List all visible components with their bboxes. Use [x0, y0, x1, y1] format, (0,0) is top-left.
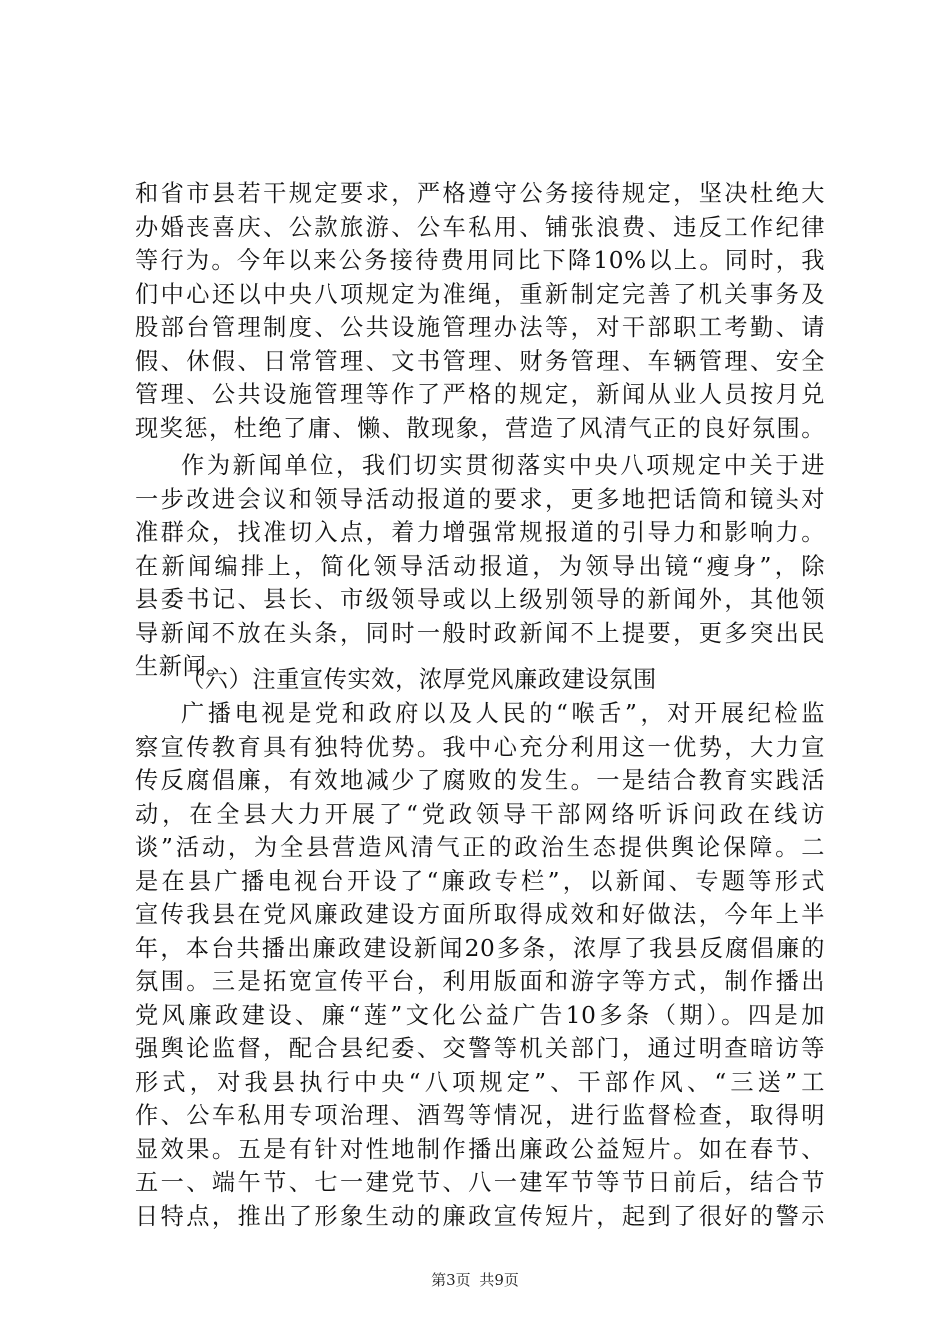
- page-footer: [0, 1270, 950, 1290]
- text-line: 等行为。今年以来公务接待费用同比下降10%以上。同时，我: [135, 247, 825, 274]
- section-heading: [135, 663, 825, 697]
- text-line: 们中心还以中央八项规定为准绳，重新制定完善了机关事务及: [135, 280, 825, 308]
- text-line: 现奖惩，杜绝了庸、懒、散现象，营造了风清气正的良好氛围。: [135, 414, 825, 442]
- text-line: 准群众，找准切入点，着力增强常规报道的引导力和影响力。: [135, 519, 825, 546]
- text-line: 显效果。五是有针对性地制作播出廉政公益短片。如在春节、: [135, 1135, 825, 1163]
- text-line: 管理、公共设施管理等作了严格的规定，新闻从业人员按月兑: [135, 381, 825, 408]
- text-line: 日特点，推出了形象生动的廉政宣传短片，起到了很好的警示: [135, 1202, 825, 1230]
- text-line: 广播电视是党和政府以及人民的“喉舌”，对开展纪检监: [181, 700, 825, 727]
- text-line: 党风廉政建设、廉“莲”文化公益广告10多条（期）。四是加: [135, 1001, 825, 1029]
- text-line: 形式，对我县执行中央“八项规定”、干部作风、“三送”工: [135, 1068, 825, 1096]
- text-line: 作、公车私用专项治理、酒驾等情况，进行监督检查，取得明: [135, 1102, 825, 1129]
- text-line: 导新闻不放在头条，同时一般时政新闻不上提要，更多突出民: [135, 619, 825, 647]
- paragraph-publicity: [135, 697, 825, 1233]
- text-line: 察宣传教育具有独特优势。我中心充分利用这一优势，大力宣: [135, 733, 825, 761]
- text-line: 生新闻。: [135, 653, 231, 680]
- text-line: 年，本台共播出廉政建设新闻20多条，浓厚了我县反腐倡廉的: [135, 934, 825, 962]
- text-line: 办婚丧喜庆、公款旅游、公车私用、铺张浪费、违反工作纪律: [135, 213, 825, 241]
- text-line: 假、休假、日常管理、文书管理、财务管理、车辆管理、安全: [135, 347, 825, 375]
- text-line: 宣传我县在党风廉政建设方面所取得成效和好做法，今年上半: [135, 901, 825, 928]
- text-line: 股部台管理制度、公共设施管理办法等，对干部职工考勤、请: [135, 314, 825, 341]
- text-line: 和省市县若干规定要求，严格遵守公务接待规定，坚决杜绝大: [135, 180, 825, 207]
- page-number: 第3页 共9页: [431, 1271, 519, 1289]
- text-line: 作为新闻单位，我们切实贯彻落实中央八项规定中关于进: [181, 452, 825, 479]
- text-line: 一步改进会议和领导活动报道的要求，更多地把话筒和镜头对: [135, 485, 825, 513]
- paragraph-discipline-rules: [135, 177, 825, 445]
- text-line: 谈”活动，为全县营造风清气正的政治生态提供舆论保障。二: [135, 834, 825, 861]
- text-line: 五一、端午节、七一建党节、八一建军节等节日前后，结合节: [135, 1169, 825, 1196]
- text-line: 传反腐倡廉，有效地减少了腐败的发生。一是结合教育实践活: [135, 767, 825, 794]
- text-line: 是在县广播电视台开设了“廉政专栏”，以新闻、专题等形式: [135, 867, 825, 895]
- paragraph-news-reporting: [135, 449, 825, 684]
- text-line: 县委书记、县长、市级领导或以上级别领导的新闻外，其他领: [135, 586, 825, 613]
- section-heading-text: （六）注重宣传实效，浓厚党风廉政建设氛围: [181, 666, 657, 693]
- text-line: 在新闻编排上，简化领导活动报道，为领导出镜“瘦身”，除: [135, 552, 825, 580]
- text-line: 氛围。三是拓宽宣传平台，利用版面和游字等方式，制作播出: [135, 968, 825, 995]
- text-line: 动，在全县大力开展了“党政领导干部网络听诉问政在线访: [135, 800, 825, 828]
- text-line: 强舆论监督，配合县纪委、交警等机关部门，通过明查暗访等: [135, 1035, 825, 1062]
